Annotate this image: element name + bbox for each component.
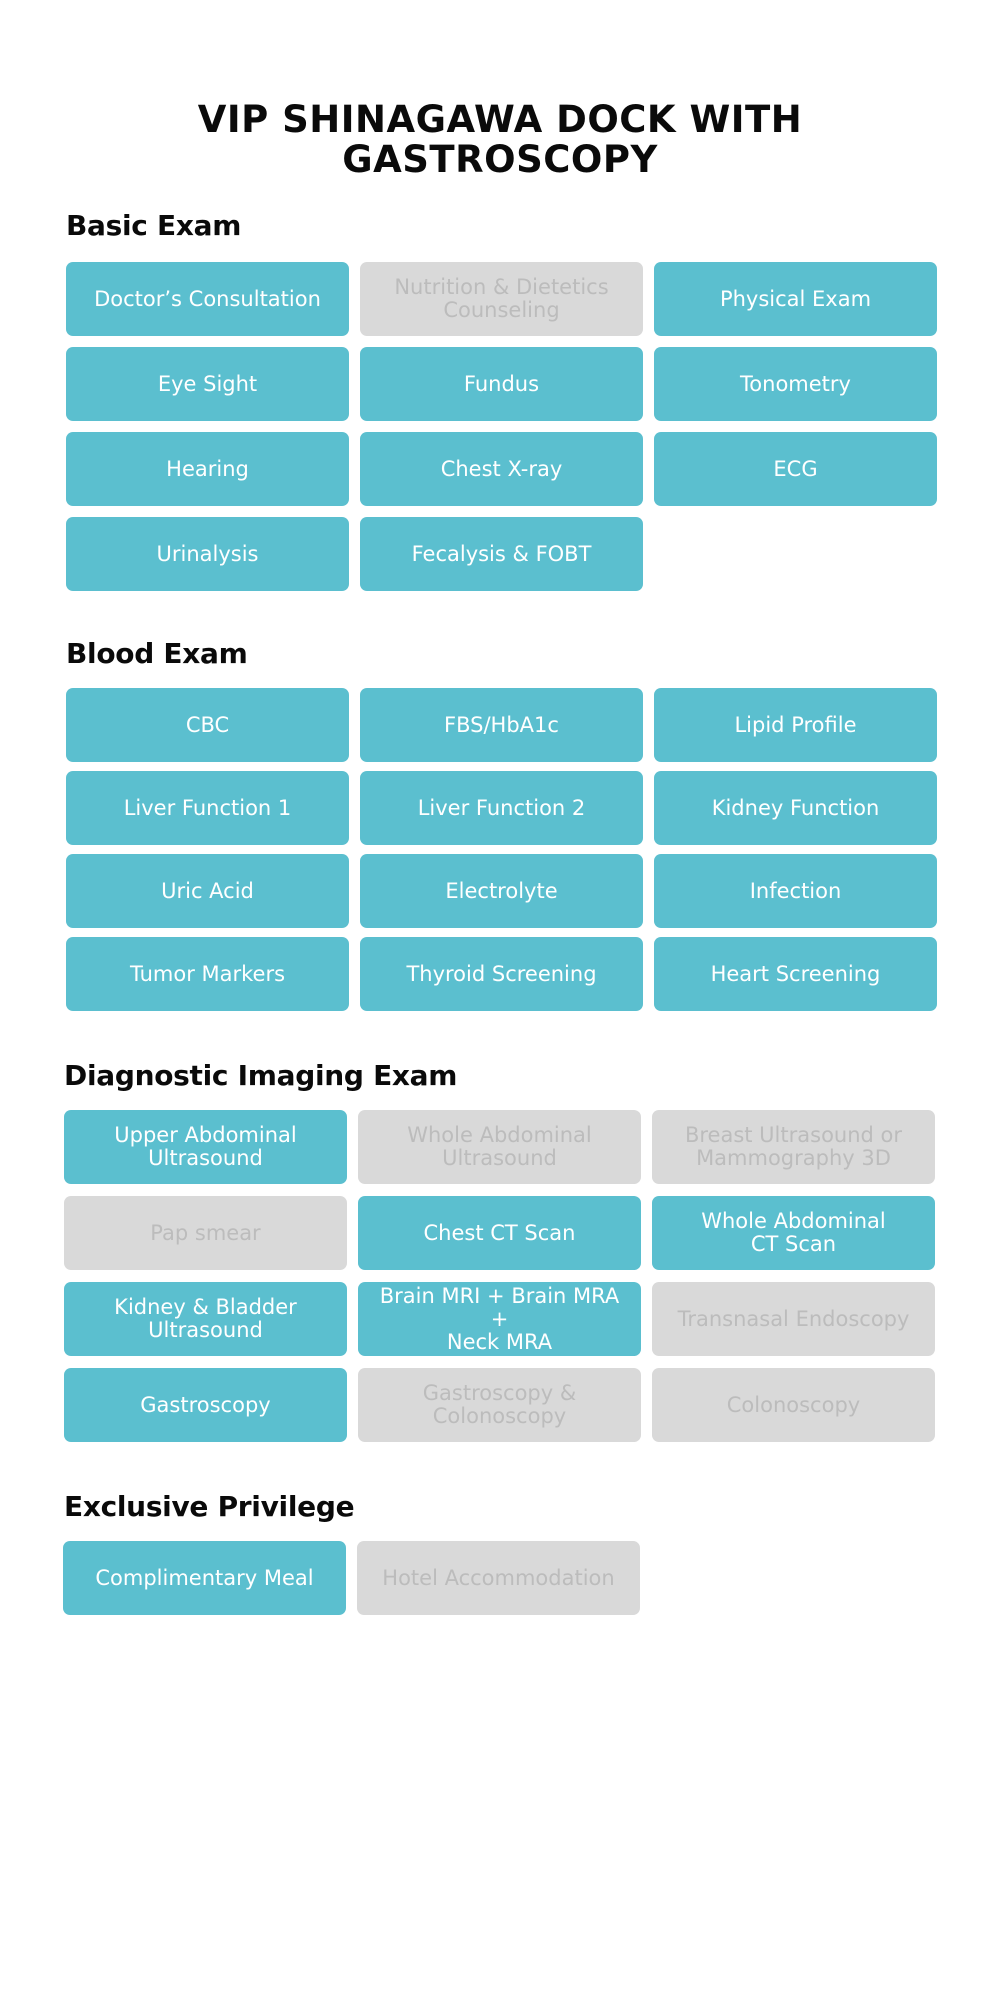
exam-item-label	[727, 1394, 860, 1417]
exam-item-label	[412, 543, 592, 566]
exam-item-label	[444, 714, 559, 737]
exam-item-label	[424, 1222, 576, 1245]
exam-item-label-line-1: Liver Function 2	[417, 795, 586, 820]
exam-item-label-line-1: ECG	[773, 456, 818, 481]
exam-item-label-line-1: Thyroid Screening	[406, 961, 597, 986]
exam-item-label-line-1: Fecalysis & FOBT	[411, 541, 592, 566]
exam-item-label-line-2: Ultrasound	[148, 1318, 263, 1342]
exam-item-label-line-2: Neck MRA	[446, 1329, 553, 1354]
exam-item-liver-function-2	[360, 771, 643, 845]
exam-item-label	[130, 963, 285, 986]
exam-item-label-line-1: Kidney Function	[711, 795, 880, 820]
exam-item-label-line-2: CT Scan	[750, 1232, 837, 1256]
section-heading-basic-exam: Basic Exam	[66, 209, 242, 242]
exam-item-label-line-1: Hearing	[166, 456, 249, 481]
exam-item-fecalysis-fobt	[360, 517, 643, 591]
title-line-1: VIP SHINAGAWA DOCK WITH	[197, 98, 803, 141]
basic-exam-grid	[66, 262, 937, 591]
exam-item-ecg	[654, 432, 937, 506]
exam-item-tonometry	[654, 347, 937, 421]
exam-item-uric-acid	[66, 854, 349, 928]
title-line-2: GASTROSCOPY	[342, 138, 658, 181]
page-title	[0, 100, 1000, 180]
section-heading-blood-exam: Blood Exam	[66, 637, 248, 670]
exam-item-tumor-markers	[66, 937, 349, 1011]
exam-item-whole-abdominal-ultrasound	[358, 1110, 641, 1184]
exam-item-label-line-1: Whole Abdominal	[407, 1123, 592, 1147]
exam-item-label	[114, 1124, 296, 1170]
exam-item-chest-ct-scan	[358, 1196, 641, 1270]
exam-item-label-line-1: Chest X-ray	[440, 456, 563, 481]
exam-item-colonoscopy	[652, 1368, 935, 1442]
exam-item-label-line-2: Mammography 3D	[696, 1146, 891, 1170]
exam-item-thyroid-screening	[360, 937, 643, 1011]
exam-item-lipid-profile	[654, 688, 937, 762]
exam-item-heart-screening	[654, 937, 937, 1011]
exam-item-label	[734, 714, 856, 737]
exam-item-nutrition-dietetics-counseling	[360, 262, 643, 336]
exam-item-infection	[654, 854, 937, 928]
exam-item-label-line-1: Transnasal Endoscopy	[677, 1306, 910, 1331]
exam-item-label	[394, 276, 608, 322]
exclusive-privilege-grid	[63, 1541, 934, 1615]
exam-item-chest-x-ray	[360, 432, 643, 506]
exam-item-label-line-1: CBC	[185, 712, 230, 737]
exam-item-label-line-1: Breast Ultrasound or	[684, 1123, 903, 1147]
exam-item-kidney-function	[654, 771, 937, 845]
exam-item-kidney-bladder-ultrasound	[64, 1282, 347, 1356]
exam-item-label	[773, 458, 817, 481]
exam-item-transnasal-endoscopy	[652, 1282, 935, 1356]
exam-item-label-line-1: Upper Abdominal	[114, 1123, 297, 1147]
exam-item-label-line-1: Brain MRI + Brain MRA +	[379, 1283, 620, 1331]
exam-item-label	[406, 963, 596, 986]
exam-item-label-line-1: Electrolyte	[445, 878, 558, 903]
exam-item-label-line-1: Doctor’s Consultation	[94, 286, 321, 311]
exam-item-label	[157, 543, 259, 566]
exam-item-label	[678, 1308, 910, 1331]
exam-item-label-line-1: Infection	[749, 878, 842, 903]
exam-item-label	[150, 1222, 260, 1245]
exam-item-label-line-1: Whole Abdominal	[701, 1209, 886, 1233]
exam-item-label	[407, 1124, 592, 1170]
exam-item-label-line-2: Colonoscopy	[432, 1404, 567, 1428]
exam-item-upper-abdominal-ultrasound	[64, 1110, 347, 1184]
exam-item-label-line-1: Physical Exam	[719, 286, 872, 311]
exam-item-label	[114, 1296, 297, 1342]
exam-item-label	[382, 1567, 614, 1590]
exam-item-label-line-1: Tonometry	[740, 371, 851, 396]
exam-item-label-line-2: Ultrasound	[148, 1146, 263, 1170]
section-heading-diagnostic-imaging-exam: Diagnostic Imaging Exam	[64, 1059, 458, 1092]
exam-item-label-line-1: Urinalysis	[156, 541, 259, 566]
exam-item-label	[158, 373, 257, 396]
exam-item-label-line-1: Kidney & Bladder	[114, 1295, 297, 1319]
exam-item-label-line-1: Liver Function 1	[123, 795, 292, 820]
exam-item-label	[750, 880, 842, 903]
exam-item-complimentary-meal	[63, 1541, 346, 1615]
exam-item-gastroscopy	[64, 1368, 347, 1442]
exam-item-hotel-accommodation	[357, 1541, 640, 1615]
exam-item-label	[166, 458, 249, 481]
exam-item-fbs-hba1c	[360, 688, 643, 762]
exam-item-label	[161, 880, 254, 903]
exam-item-label-line-1: Gastroscopy	[140, 1392, 271, 1417]
exam-item-cbc	[66, 688, 349, 762]
exam-item-label-line-1: Heart Screening	[710, 961, 881, 986]
exam-item-hearing	[66, 432, 349, 506]
diagnostic-imaging-grid	[64, 1110, 935, 1442]
exam-item-label	[418, 797, 586, 820]
exam-item-doctor-s-consultation	[66, 262, 349, 336]
exam-item-brain-mri-brain-mra-neck-mra	[358, 1282, 641, 1356]
exam-item-breast-ultrasound-or-mammography-3d	[652, 1110, 935, 1184]
exam-item-gastroscopy-colonoscopy	[358, 1368, 641, 1442]
exam-item-label-line-2: Ultrasound	[442, 1146, 557, 1170]
exam-item-label-line-1: Fundus	[463, 371, 540, 396]
exam-item-label	[685, 1124, 902, 1170]
exam-item-label	[95, 1567, 313, 1590]
exam-item-label	[441, 458, 563, 481]
exam-item-label-line-1: Lipid Profile	[734, 712, 857, 737]
exam-item-label	[423, 1382, 576, 1428]
exam-item-liver-function-1	[66, 771, 349, 845]
exam-item-whole-abdominal-ct-scan	[652, 1196, 935, 1270]
exam-item-label	[464, 373, 539, 396]
exam-item-label	[124, 797, 292, 820]
blood-exam-grid	[66, 688, 937, 1011]
exam-item-label-line-1: Hotel Accommodation	[382, 1565, 615, 1590]
exam-item-pap-smear	[64, 1196, 347, 1270]
exam-item-label-line-1: Eye Sight	[157, 371, 258, 396]
exam-item-urinalysis	[66, 517, 349, 591]
exam-item-label-line-1: FBS/HbA1c	[444, 712, 559, 737]
exam-item-label-line-1: Colonoscopy	[726, 1392, 861, 1417]
exam-item-label	[701, 1210, 886, 1256]
exam-item-label	[720, 288, 871, 311]
exam-item-label-line-1: Tumor Markers	[129, 961, 286, 986]
exam-item-label	[740, 373, 851, 396]
section-heading-exclusive-privilege: Exclusive Privilege	[64, 1490, 355, 1523]
exam-item-label-line-1: Complimentary Meal	[95, 1565, 314, 1590]
exam-item-label	[712, 797, 880, 820]
exam-item-label-line-1: Nutrition & Dietetics	[394, 275, 609, 299]
exam-item-label	[186, 714, 229, 737]
exam-item-label	[711, 963, 881, 986]
exam-item-fundus	[360, 347, 643, 421]
exam-item-label-line-1: Chest CT Scan	[423, 1220, 576, 1245]
exam-item-label	[445, 880, 557, 903]
exam-item-label-line-1: Uric Acid	[161, 878, 254, 903]
exam-item-label-line-1: Gastroscopy &	[422, 1381, 577, 1405]
exam-item-label	[94, 288, 321, 311]
exam-item-eye-sight	[66, 347, 349, 421]
exam-item-label	[368, 1285, 631, 1354]
exam-item-electrolyte	[360, 854, 643, 928]
exam-item-label-line-1: Pap smear	[150, 1220, 261, 1245]
exam-item-label	[140, 1394, 270, 1417]
exam-item-label-line-2: Counseling	[443, 298, 560, 322]
exam-item-physical-exam	[654, 262, 937, 336]
